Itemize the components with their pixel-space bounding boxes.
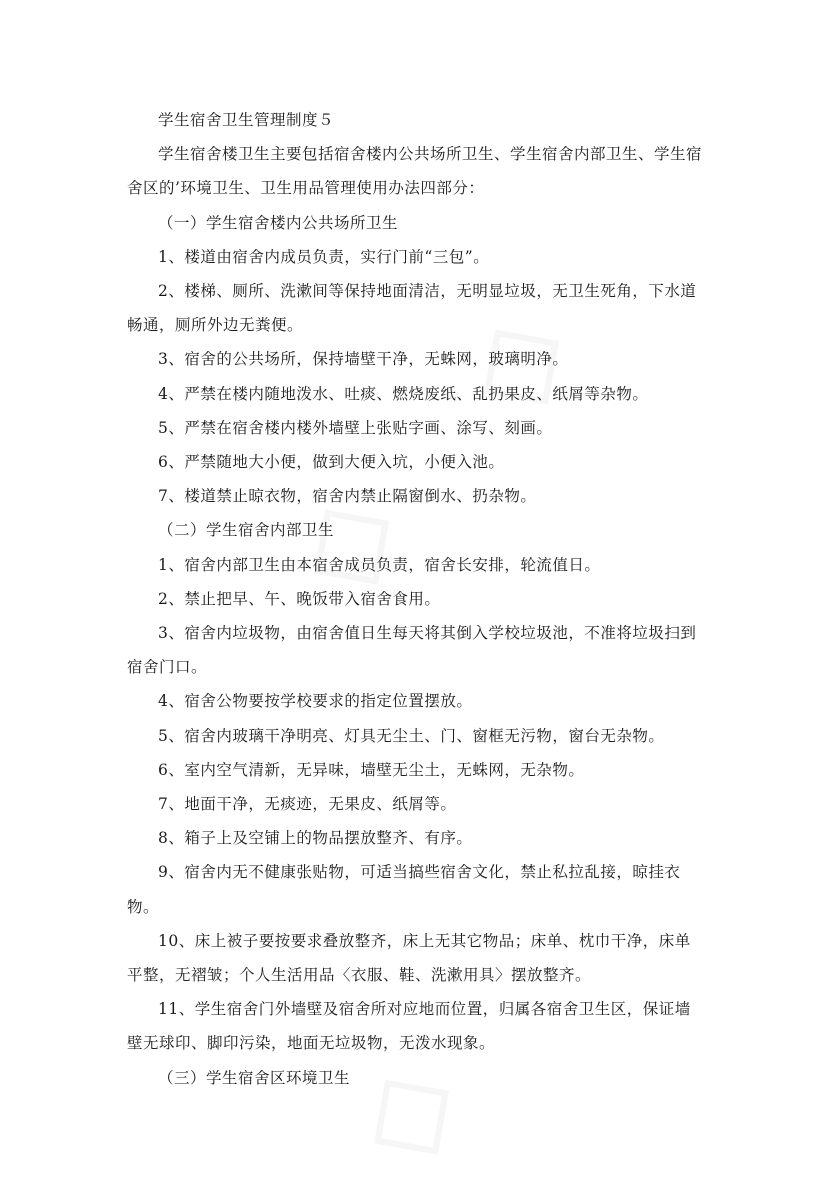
paragraph: 5、严禁在宿舍楼内楼外墙壁上张贴字画、涂写、刻画。 <box>158 418 553 437</box>
paragraph: 6、室内空气清新，无异味，墙壁无尘土，无蛛网，无杂物。 <box>158 760 585 779</box>
paragraph: 4、严禁在楼内随地泼水、吐痰、燃烧废纸、乱扔果皮、纸屑等杂物。 <box>158 384 649 403</box>
paragraph: 9、宿舍内无不健康张贴物，可适当搞些宿舍文化，禁止私拉乱接，晾挂衣物。 <box>127 863 681 916</box>
paragraph: 11、学生宿舍门外墙壁及宿舍所对应地而位置，归属各宿舍卫生区，保证墙壁无球印、脚印污染，地面无垃圾物，无泼水现象。 <box>127 1000 691 1053</box>
paragraph: 4、宿舍公物要按学校要求的指定位置摆放。 <box>158 692 473 711</box>
paragraph: 5、宿舍内玻璃干净明亮、灯具无尘土、门、窗框无污物，窗台无杂物。 <box>158 726 665 745</box>
paragraph: 8、箱子上及空铺上的物品摆放整齐、有序。 <box>158 829 473 848</box>
paragraph: 10、床上被子要按要求叠放整齐，床上无其它物品；床单、枕巾干净，床单平整，无褶皱；个人生活用品〈衣服、鞋、洗漱用具〉摆放整齐。 <box>127 931 691 985</box>
paragraph: 1、楼道由宿舍内成员负责，实行门前“三包”。 <box>158 247 490 266</box>
section-heading: （二）学生宿舍内部卫生 <box>158 521 335 540</box>
paragraph: 学生宿舍楼卫生主要包括宿舍楼内公共场所卫生、学生宿舍内部卫生、学生宿舍区的’环境卫生、卫生用品管理使用办法四部分： <box>127 145 703 198</box>
paragraph: 2、禁止把早、午、晚饭带入宿舍食用。 <box>158 589 441 608</box>
paragraph: 3、宿舍内垃圾物，由宿舍值日生每天将其倒入学校垃圾池，不准将垃圾扫到宿舍门口。 <box>127 624 697 677</box>
paragraph: 2、楼梯、厕所、洗漱间等保持地面清洁，无明显垃圾，无卫生死角，下水道畅通，厕所外边无粪便。 <box>127 282 697 335</box>
paragraph: 7、地面干净，无痰迹，无果皮、纸屑等。 <box>158 795 457 814</box>
section-heading: （三）学生宿舍区环境卫生 <box>158 1068 351 1087</box>
paragraph: 6、严禁随地大小便，做到大便入坑，小便入池。 <box>158 453 505 472</box>
document-title: 学生宿舍卫生管理制度５ <box>158 111 335 129</box>
document-body <box>127 103 703 1095</box>
section-heading: （一）学生宿舍楼内公共场所卫生 <box>158 213 399 232</box>
paragraph: 3、宿舍的公共场所，保持墙壁干净，无蛛网，玻璃明净。 <box>158 350 569 369</box>
paragraph: 1、宿舍内部卫生由本宿舍成员负责，宿舍长安排，轮流值日。 <box>158 555 601 574</box>
paragraph: 7、楼道禁止晾衣物，宿舍内禁止隔窗倒水、扔杂物。 <box>158 487 537 506</box>
